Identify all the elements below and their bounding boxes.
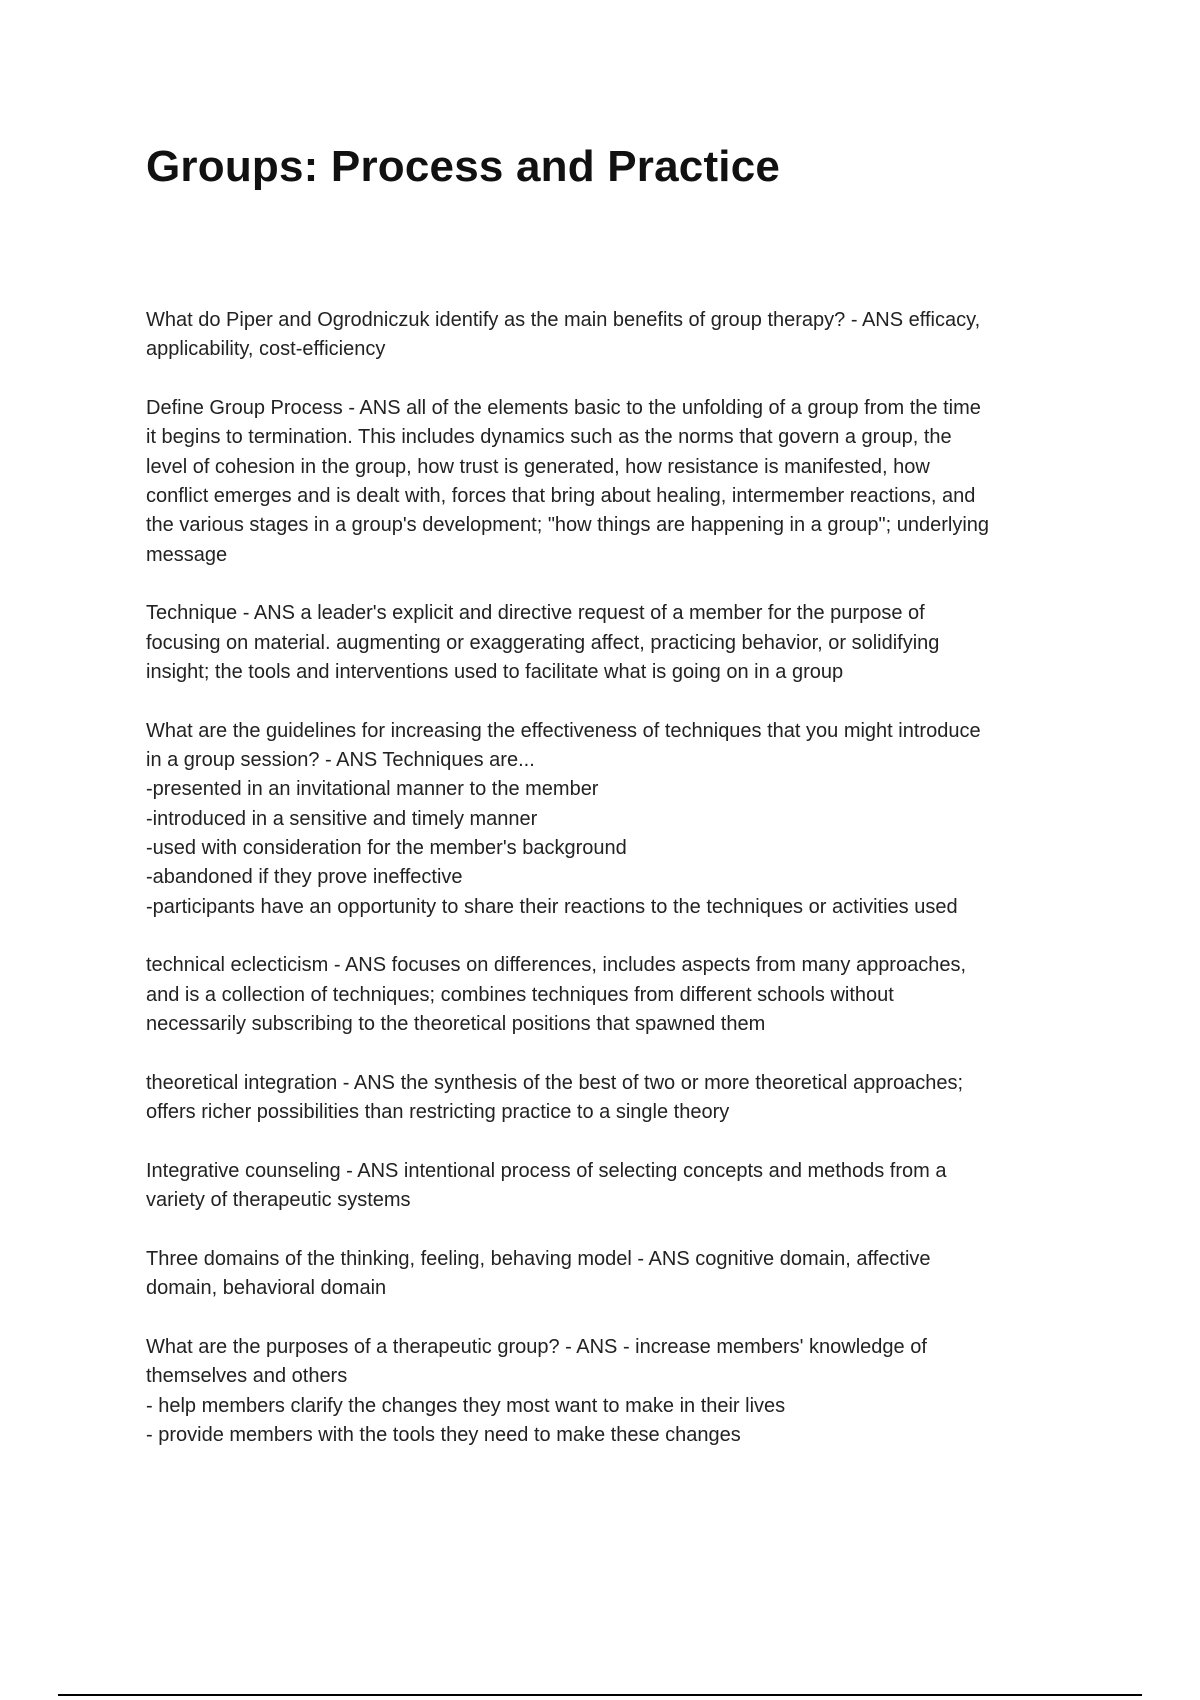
qa-item — [146, 717, 1086, 922]
qa-item — [146, 1157, 1086, 1216]
qa-line: What do Piper and Ogrodniczuk identify as the main benefits of group therapy? - ANS efficacy, — [146, 309, 981, 331]
qa-line: offers richer possibilities than restricting practice to a single theory — [146, 1101, 730, 1124]
qa-line: What are the purposes of a therapeutic group? - ANS - increase members' knowledge of — [146, 1336, 927, 1359]
qa-line: -presented in an invitational manner to the member — [146, 778, 599, 801]
qa-item — [146, 306, 1086, 365]
qa-line: theoretical integration - ANS the synthesis of the best of two or more theoretical approaches; — [146, 1071, 964, 1094]
qa-line: Three domains of the thinking, feeling, behaving model - ANS cognitive domain, affective — [146, 1247, 931, 1270]
qa-line: What are the guidelines for increasing the effectiveness of techniques that you might introduce — [146, 719, 981, 742]
qa-list — [146, 306, 1086, 1480]
qa-line: necessarily subscribing to the theoretical positions that spawned them — [146, 1012, 766, 1035]
qa-line: it begins to termination. This includes dynamics such as the norms that govern a group, the — [146, 426, 952, 449]
qa-item — [146, 1333, 1086, 1450]
qa-item — [146, 951, 1086, 1039]
qa-line: -introduced in a sensitive and timely manner — [146, 807, 538, 830]
qa-line: message — [146, 543, 228, 566]
qa-line: domain, behavioral domain — [146, 1277, 387, 1300]
qa-line: -abandoned if they prove ineffective — [146, 866, 463, 889]
qa-item — [146, 394, 1086, 570]
qa-item — [146, 1245, 1086, 1304]
qa-line: - provide members with the tools they need to make these changes — [146, 1423, 741, 1446]
qa-item — [146, 1069, 1086, 1128]
qa-line: focusing on material. augmenting or exaggerating affect, practicing behavior, or solidifying — [146, 631, 940, 654]
qa-line: Define Group Process - ANS all of the elements basic to the unfolding of a group from the time — [146, 397, 981, 420]
qa-line: -used with consideration for the member's background — [146, 836, 627, 859]
footer-divider — [58, 1694, 1142, 1696]
qa-line: themselves and others — [146, 1365, 348, 1388]
qa-line: Integrative counseling - ANS intentional process of selecting concepts and methods from a — [146, 1159, 947, 1182]
qa-line: in a group session? - ANS Techniques are... — [146, 749, 535, 772]
page-title: Groups: Process and Practice — [146, 142, 781, 191]
qa-line: Technique - ANS a leader's explicit and directive request of a member for the purpose of — [146, 602, 925, 625]
qa-line: the various stages in a group's development; "how things are happening in a group"; underlying — [146, 514, 990, 537]
qa-line: level of cohesion in the group, how trust is generated, how resistance is manifested, how — [146, 455, 930, 478]
qa-item — [146, 599, 1086, 687]
qa-line: technical eclecticism - ANS focuses on differences, includes aspects from many approaches, — [146, 954, 967, 977]
qa-line: conflict emerges and is dealt with, forces that bring about healing, intermember reactions, and — [146, 484, 976, 507]
qa-line: insight; the tools and interventions used to facilitate what is going on in a group — [146, 660, 844, 683]
qa-line: - help members clarify the changes they most want to make in their lives — [146, 1394, 786, 1417]
qa-line: and is a collection of techniques; combines techniques from different schools without — [146, 983, 894, 1006]
qa-line: applicability, cost-efficiency — [146, 338, 386, 361]
qa-line: variety of therapeutic systems — [146, 1189, 411, 1212]
qa-line: -participants have an opportunity to share their reactions to the techniques or activities used — [146, 895, 958, 918]
